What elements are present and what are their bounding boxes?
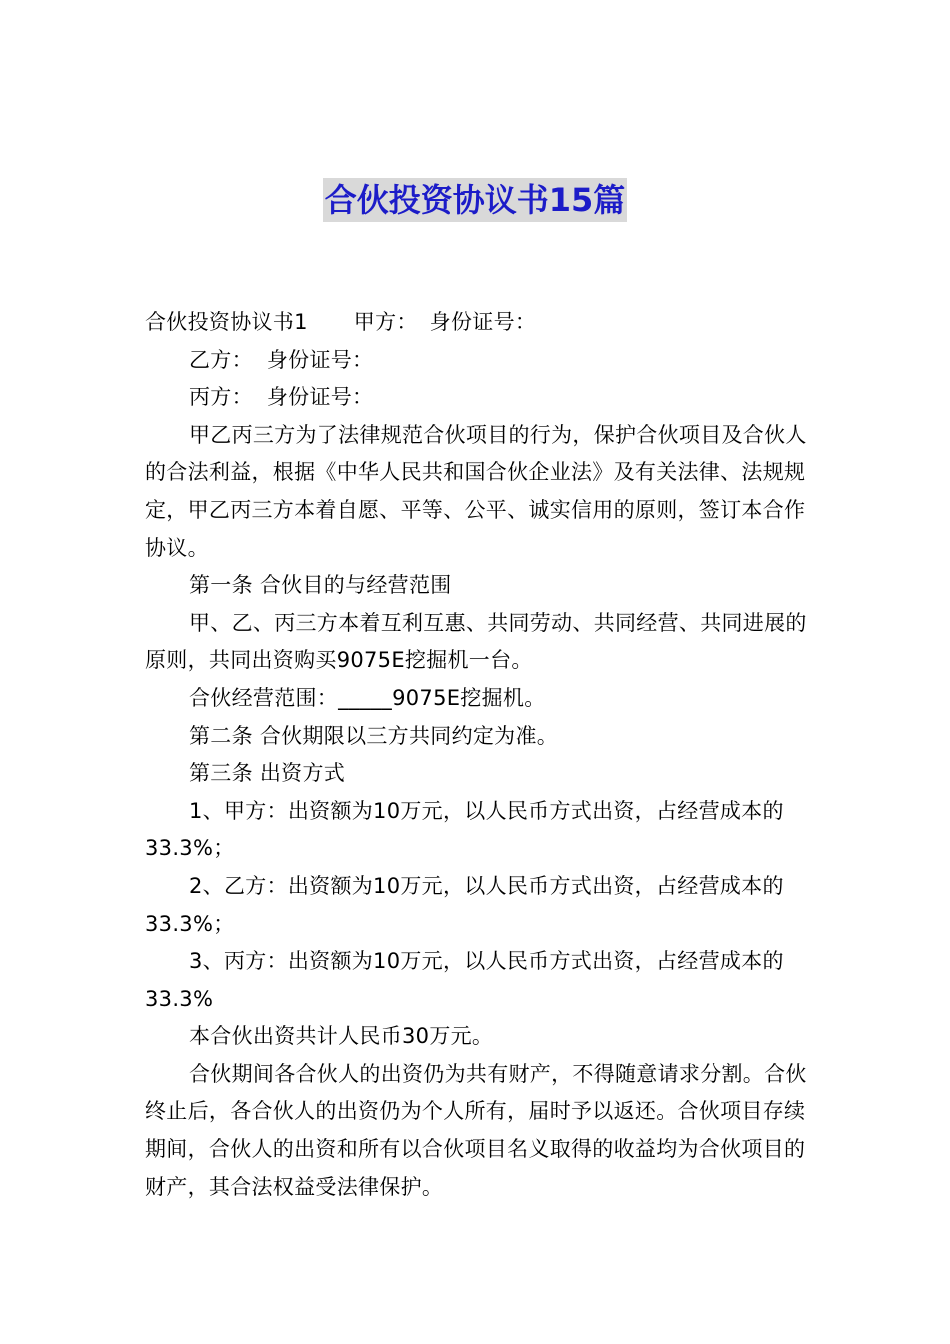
document-body: [145, 304, 825, 1206]
property-clause-paragraph: 合伙期间各合伙人的出资仍为共有财产，不得随意请求分割。合伙终止后，各合伙人的出资仍为个人所有，届时予以返还。合伙项目存续期间，合伙人的出资和所有以合伙项目名义取得的收益均为合伙项目的财产，其合法权益受法律保护。: [145, 1061, 807, 1199]
heading-line: [145, 304, 825, 342]
business-scope-line: 合伙经营范围：_____9075E挖掘机。: [189, 685, 546, 710]
title-container: [0, 178, 950, 222]
contribution-party-a: 1、甲方：出资额为10万元，以人民币方式出资，占经营成本的33.3%；: [145, 798, 784, 861]
party-a-id-label: 身份证号：: [429, 310, 537, 334]
preamble-paragraph: 甲乙丙三方为了法律规范合伙项目的行为，保护合伙项目及合伙人的合法利益，根据《中华人民共和国合伙企业法》及有关法律、法规规定，甲乙丙三方本着自愿、平等、公平、诚实信用的原则，签订本合作协议。: [145, 422, 807, 560]
party-b-line: 乙方： 身份证号：: [189, 347, 374, 372]
article-3-heading: 第三条 出资方式: [189, 761, 346, 786]
contribution-party-c: 3、丙方：出资额为10万元，以人民币方式出资，占经营成本的33.3%: [145, 949, 784, 1011]
article-1-heading: 第一条 合伙目的与经营范围: [189, 573, 452, 598]
agreement-number-label: 合伙投资协议书1: [145, 310, 308, 334]
party-a-label: 甲方：: [353, 310, 418, 334]
document-title: 合伙投资协议书15篇: [323, 178, 628, 222]
party-c-line: 丙方： 身份证号：: [189, 385, 374, 410]
contribution-party-b: 2、乙方：出资额为10万元，以人民币方式出资，占经营成本的33.3%；: [145, 873, 784, 936]
article-1-body: 甲、乙、丙三方本着互利互惠、共同劳动、共同经营、共同进展的原则，共同出资购买9075E挖掘机一台。: [145, 610, 807, 673]
article-2-heading: 第二条 合伙期限以三方共同约定为准。: [189, 723, 559, 748]
total-contribution-line: 本合伙出资共计人民币30万元。: [189, 1024, 494, 1049]
